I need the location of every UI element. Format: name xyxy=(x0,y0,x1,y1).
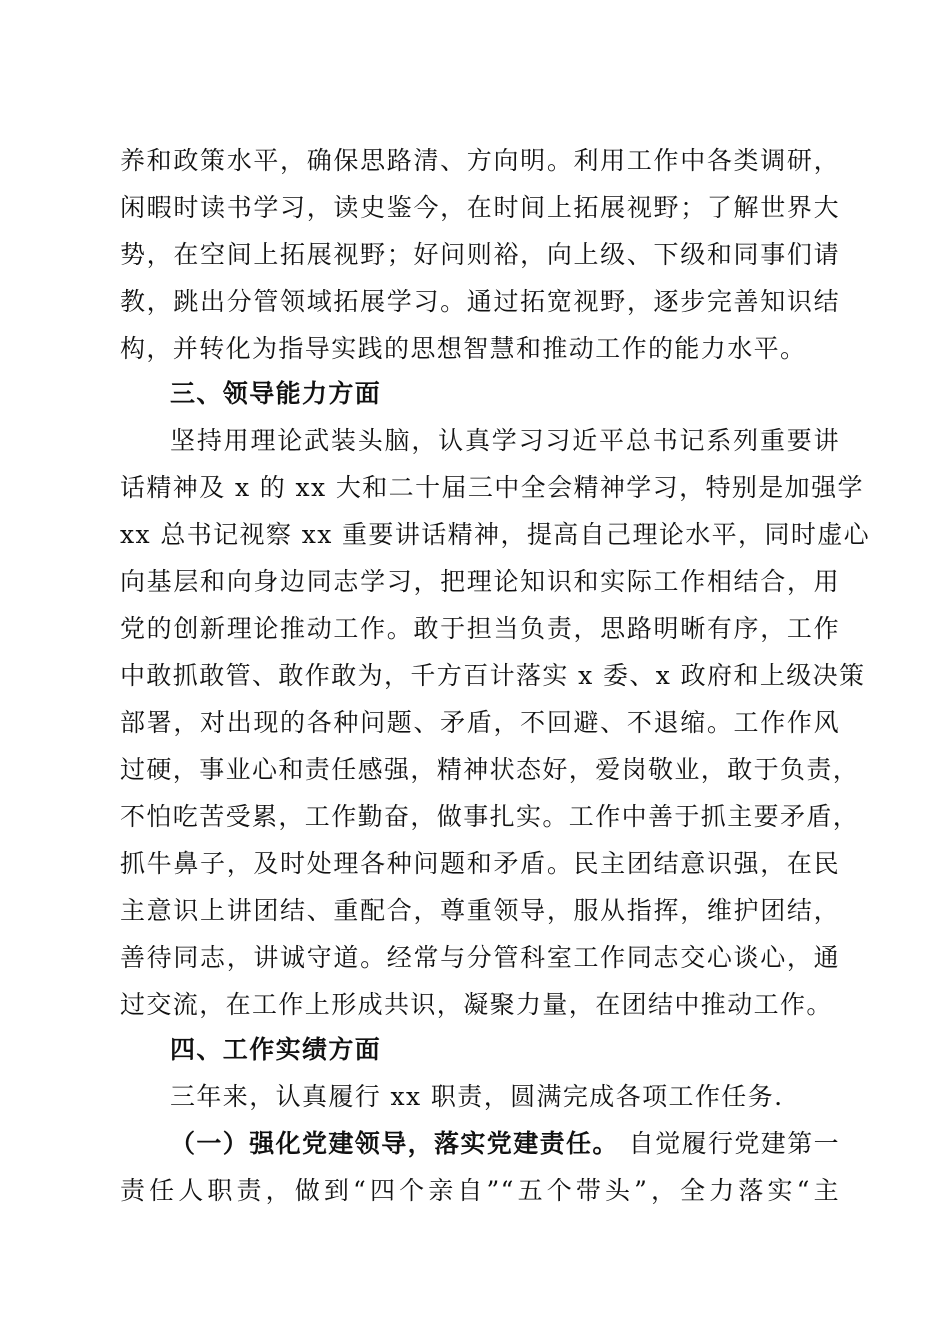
paragraph-line: 过交流，在工作上形成共识，凝聚力量，在团结中推动工作。 xyxy=(120,990,833,1019)
paragraph-line: 责任人职责，做到“四个亲自”“五个带头”，全力落实“主 xyxy=(120,1176,840,1205)
paragraph-line: 抓牛鼻子，及时处理各种问题和矛盾。民主团结意识强，在民 xyxy=(120,849,840,878)
paragraph-line: 构，并转化为指导实践的思想智慧和推动工作的能力水平。 xyxy=(120,334,807,363)
paragraph-line: 中敢抓敢管、敢作敢为，千方百计落实 x 委、x 政府和上级决策 xyxy=(120,661,866,690)
subsection-line xyxy=(170,1124,840,1164)
paragraph-line: 势，在空间上拓展视野；好问则裕，向上级、下级和同事们请 xyxy=(120,240,840,269)
paragraph-line: 向基层和向身边同志学习，把理论知识和实际工作相结合，用 xyxy=(120,567,840,596)
paragraph-line: 闲暇时读书学习，读史鉴今，在时间上拓展视野；了解世界大 xyxy=(120,193,840,222)
paragraph-line: 不怕吃苦受累，工作勤奋，做事扎实。工作中善于抓主要矛盾， xyxy=(120,802,860,831)
paragraph-line: 话精神及 x 的 xx 大和二十届三中全会精神学习，特别是加强学 xyxy=(120,473,864,502)
subsection-heading: （一）强化党建领导，落实党建责任。 xyxy=(170,1129,619,1158)
paragraph-line: 主意识上讲团结、重配合，尊重领导，服从指挥，维护团结， xyxy=(120,896,840,925)
section-heading: 三、领导能力方面 xyxy=(170,379,382,408)
paragraph-text: 自觉履行党建第一 xyxy=(628,1129,840,1158)
paragraph-line: 教，跳出分管领域拓展学习。通过拓宽视野，逐步完善知识结 xyxy=(120,287,840,316)
paragraph-line: 善待同志，讲诚守道。经常与分管科室工作同志交心谈心，通 xyxy=(120,943,840,972)
paragraph-line: 部署，对出现的各种问题、矛盾，不回避、不退缩。工作作风 xyxy=(120,708,840,737)
paragraph-line: 养和政策水平，确保思路清、方向明。利用工作中各类调研， xyxy=(120,146,840,175)
paragraph-line: xx 总书记视察 xx 重要讲话精神，提高自己理论水平，同时虚心 xyxy=(120,520,871,549)
paragraph-line: 党的创新理论推动工作。敢于担当负责，思路明晰有序，工作 xyxy=(120,614,840,643)
section-heading: 四、工作实绩方面 xyxy=(170,1035,382,1064)
paragraph-line: 坚持用理论武装头脑，认真学习习近平总书记系列重要讲 xyxy=(170,426,840,455)
paragraph-line: 三年来，认真履行 xx 职责，圆满完成各项工作任务. xyxy=(170,1082,784,1111)
paragraph-line: 过硬，事业心和责任感强，精神状态好，爱岗敬业，敢于负责， xyxy=(120,755,860,784)
